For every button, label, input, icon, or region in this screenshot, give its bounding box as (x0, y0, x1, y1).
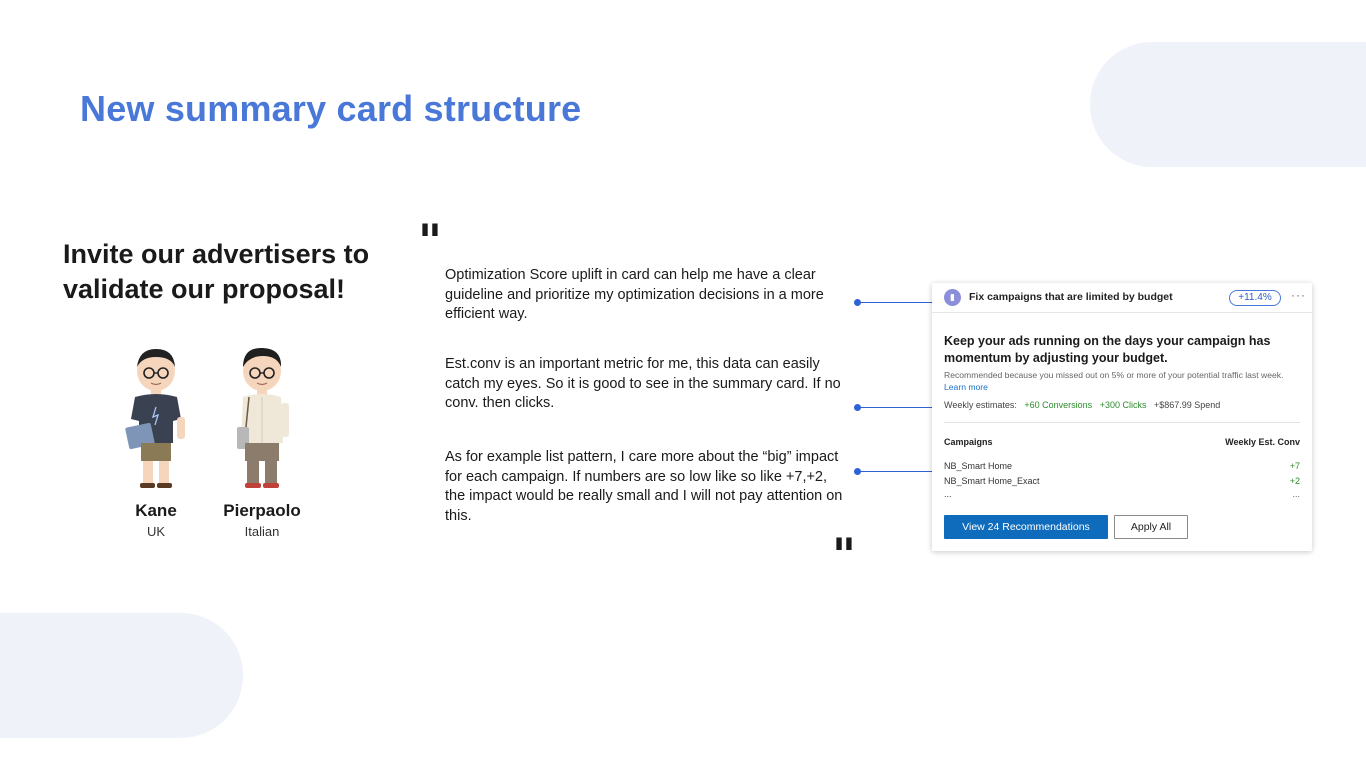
view-recommendations-button[interactable]: View 24 Recommendations (944, 515, 1108, 539)
persona-country: Italian (244, 524, 280, 539)
card-header (932, 283, 1312, 313)
learn-more-link[interactable]: Learn more (944, 382, 988, 392)
campaign-row (944, 461, 1300, 471)
campaign-name: ... (944, 489, 952, 499)
campaign-value: ... (1292, 489, 1300, 499)
summary-card (932, 283, 1312, 551)
card-divider (944, 422, 1300, 423)
quote-paragraph-3: As for example list pattern, I care more about the “big” impact for each campaign. If numbers are so low like so like +7,+2, the impact would be really small and I will not pay attention on this. (445, 449, 843, 524)
weekly-spend: +$867.99 Spend (1153, 400, 1221, 410)
decorative-blob-top (1090, 42, 1366, 167)
arrow-to-weekly (857, 407, 943, 408)
card-subtitle (944, 369, 1289, 393)
person-avatar-icon (227, 345, 297, 493)
weekly-label: Weekly estimates: (944, 400, 1017, 410)
decorative-blob-bottom (0, 613, 243, 738)
campaign-name: NB_Smart Home (944, 461, 1013, 471)
campaigns-column-header: Campaigns (944, 437, 993, 447)
weekly-estimates (944, 400, 1220, 410)
quote-close-mark: " (832, 528, 856, 582)
persona-name: Kane (135, 501, 177, 520)
campaign-row (944, 489, 1300, 499)
slide-title: New summary card structure (80, 88, 582, 129)
weekly-clicks: +300 Clicks (1099, 400, 1147, 410)
card-headline: Fix campaigns that are limited by budget (969, 291, 1173, 303)
weekly-conv-column-header: Weekly Est. Conv (1225, 437, 1300, 447)
campaign-name: NB_Smart Home_Exact (944, 476, 1040, 486)
invite-heading: Invite our advertisers to validate our proposal! (63, 239, 370, 304)
person-avatar-icon (121, 345, 191, 493)
uplift-badge: +11.4% (1229, 290, 1281, 306)
card-title: Keep your ads running on the days your campaign has momentum by adjusting your budget. (944, 334, 1271, 365)
campaign-value: +2 (1289, 476, 1300, 486)
persona-name: Pierpaolo (223, 501, 301, 520)
persona-pierpaolo (220, 345, 304, 539)
campaign-row (944, 476, 1300, 486)
arrow-to-campaigns (857, 471, 943, 472)
quote-paragraph-2: Est.conv is an important metric for me, this data can easily catch my eyes. So it is good to see in the summary card. If no conv. then clicks. (445, 356, 841, 411)
persona-country: UK (146, 524, 166, 539)
card-subtitle-text: Recommended because you missed out on 5% or more of your potential traffic last week. (944, 370, 1284, 380)
apply-all-button[interactable]: Apply All (1114, 515, 1188, 539)
weekly-conversions: +60 Conversions (1024, 400, 1093, 410)
quote-open-mark: " (418, 214, 442, 268)
campaign-value: +7 (1289, 461, 1300, 471)
chart-icon: ▮ (944, 289, 961, 306)
quote-paragraph-1: Optimization Score uplift in card can help me have a clear guideline and prioritize my optimization decisions in a more efficient way. (445, 267, 824, 322)
persona-kane (118, 345, 194, 539)
more-options-icon[interactable]: ··· (1291, 288, 1306, 302)
